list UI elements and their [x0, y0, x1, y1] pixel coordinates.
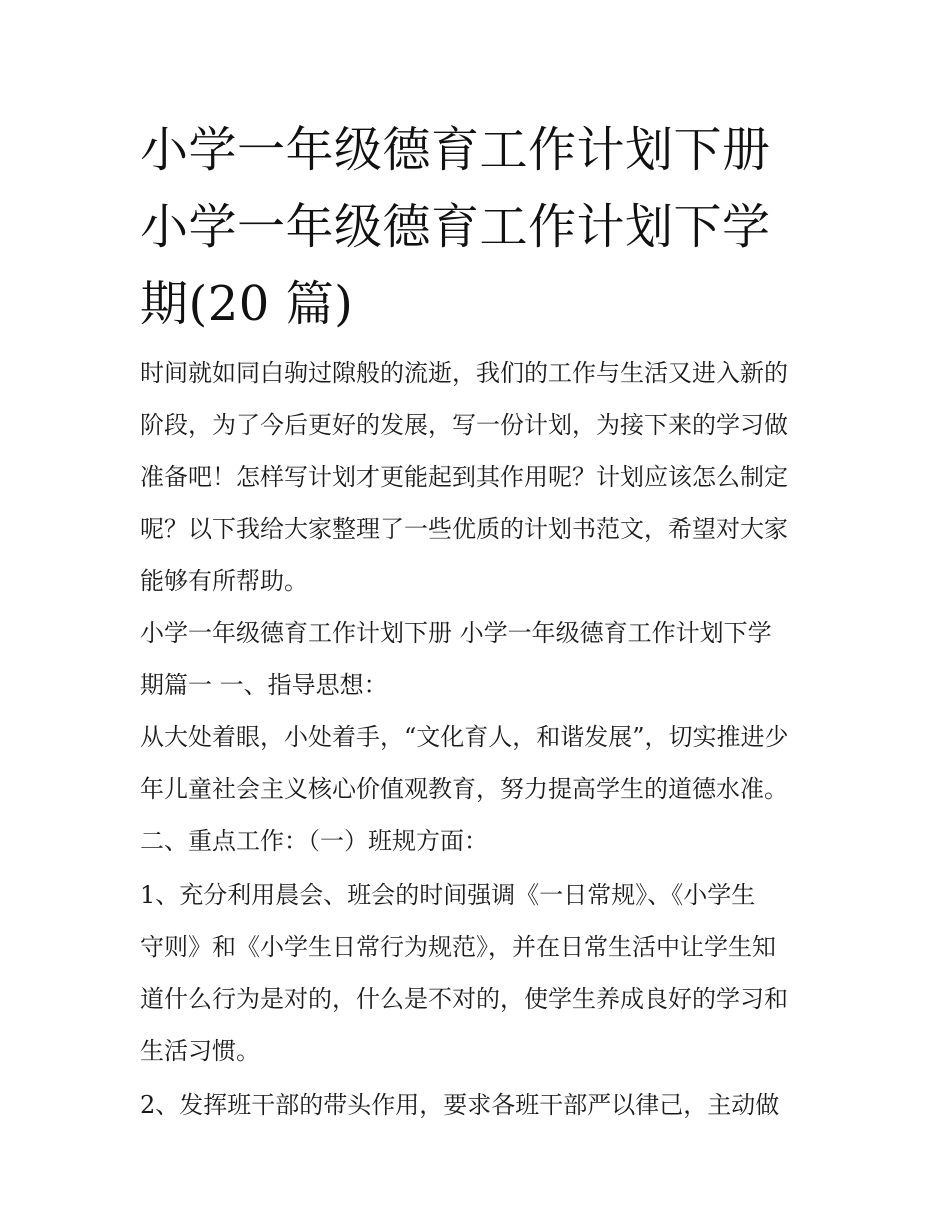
text-line: 期篇一 一、指导思想： [140, 671, 388, 699]
text-line: 2、发挥班干部的带头作用，要求各班干部严以律己，主动做 [140, 1091, 780, 1119]
document-content [140, 112, 820, 1131]
text-line: 呢？以下我给大家整理了一些优质的计划书范文，希望对大家 [140, 515, 788, 543]
text-line: 生活习惯。 [140, 1037, 260, 1065]
document-title [140, 112, 820, 343]
text-line: 时间就如同白驹过隙般的流逝，我们的工作与生活又进入新的 [140, 359, 788, 387]
list-item-1 [140, 869, 820, 1077]
intro-paragraph [140, 347, 820, 607]
text-line: 阶段，为了今后更好的发展，写一份计划，为接下来的学习做 [140, 411, 788, 439]
guiding-thought-paragraph [140, 711, 820, 815]
list-item-2 [140, 1079, 820, 1131]
text-line: 二、重点工作：（一）班规方面： [140, 827, 488, 855]
text-line: 准备吧！怎样写计划才更能起到其作用呢？计划应该怎么制定 [140, 463, 788, 491]
text-line: 从大处着眼，小处着手，“文化育人，和谐发展”，切实推进少 [140, 723, 789, 751]
title-line: 期(20 篇) [140, 276, 354, 332]
title-line: 小学一年级德育工作计划下册 [140, 122, 771, 178]
text-line: 年儿童社会主义核心价值观教育，努力提高学生的道德水准。 [140, 775, 788, 803]
text-line: 1、充分利用晨会、班会的时间强调《一日常规》、《小学生 [140, 881, 756, 909]
text-line: 守则》和《小学生日常行为规范》，并在日常生活中让学生知 [140, 933, 776, 961]
text-line: 道什么行为是对的，什么是不对的，使学生养成良好的学习和 [140, 985, 788, 1013]
document-body [140, 347, 820, 1131]
text-line: 能够有所帮助。 [140, 567, 308, 595]
section-heading-paragraph [140, 607, 820, 711]
key-work-heading [140, 815, 820, 867]
text-line: 小学一年级德育工作计划下册 小学一年级德育工作计划下学 [140, 619, 772, 647]
title-line: 小学一年级德育工作计划下学 [140, 199, 771, 255]
